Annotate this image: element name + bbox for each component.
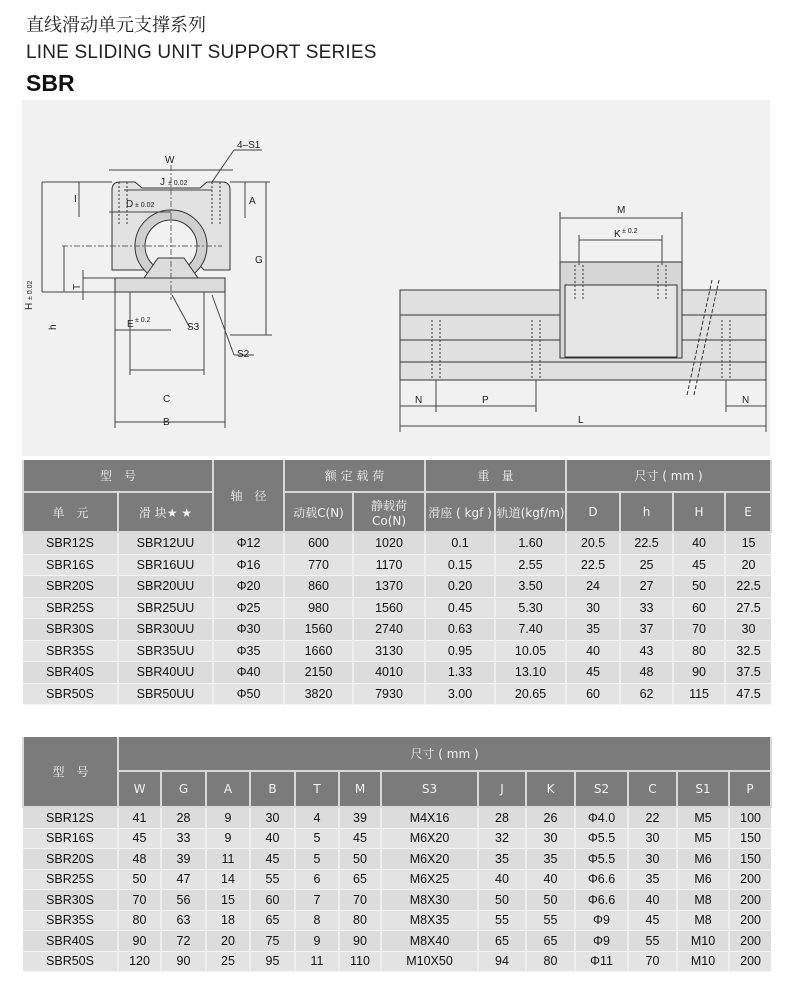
table-cell: 4 (295, 807, 339, 828)
table-cell: 90 (161, 951, 206, 972)
table-cell: 32 (478, 828, 526, 849)
table-cell: 20 (206, 931, 250, 952)
table-cell: 40 (566, 640, 620, 662)
table-cell: 0.95 (425, 640, 495, 662)
table-cell: SBR20S (23, 576, 118, 598)
table-cell: SBR35S (23, 910, 118, 931)
table-cell: 4010 (353, 662, 425, 684)
table-cell: M4X16 (381, 807, 478, 828)
table-row (23, 532, 771, 554)
label-I: I (74, 194, 77, 205)
table-row (23, 683, 771, 705)
table-cell: 47.5 (725, 683, 771, 705)
table-cell: M6 (677, 849, 729, 870)
header-dimensions: 尺寸 ( mm ) (118, 737, 771, 771)
table-cell: 62 (620, 683, 673, 705)
table-cell: 9 (206, 807, 250, 828)
column-header: 单 元 (23, 492, 118, 532)
table-cell: 80 (673, 640, 725, 662)
table-row (23, 619, 771, 641)
table-cell: 55 (478, 910, 526, 931)
table-cell: 30 (250, 807, 295, 828)
column-header: C (628, 771, 677, 807)
table-cell: 2150 (284, 662, 353, 684)
table-row (23, 951, 771, 972)
table-cell: Φ20 (213, 576, 284, 598)
table-cell: 30 (628, 828, 677, 849)
table-cell: 27 (620, 576, 673, 598)
table-cell: 22 (628, 807, 677, 828)
table-cell: Φ9 (575, 910, 628, 931)
table-cell: M10X50 (381, 951, 478, 972)
header-dimensions: 尺寸 ( mm ) (566, 460, 771, 492)
table-cell: 90 (339, 931, 381, 952)
table-cell: 35 (526, 849, 575, 870)
table-cell: 3.50 (495, 576, 566, 598)
table-row (23, 849, 771, 870)
table-cell: 14 (206, 869, 250, 890)
table-cell: 39 (339, 807, 381, 828)
table-cell: 10.05 (495, 640, 566, 662)
table-cell: 48 (118, 849, 161, 870)
table-row (23, 662, 771, 684)
table-cell: 50 (118, 869, 161, 890)
table-cell: SBR25S (23, 597, 118, 619)
table-cell: 63 (161, 910, 206, 931)
table-cell: Φ5.5 (575, 828, 628, 849)
table-cell: SBR50S (23, 951, 118, 972)
table-cell: 75 (250, 931, 295, 952)
table-cell: Φ6.6 (575, 890, 628, 911)
column-header: 滑座 ( kgf ) (425, 492, 495, 532)
table-cell: Φ9 (575, 931, 628, 952)
table-cell: 65 (339, 869, 381, 890)
label-M: M (617, 205, 626, 216)
table-row (23, 910, 771, 931)
table-cell: 30 (725, 619, 771, 641)
table-cell: Φ16 (213, 554, 284, 576)
table-cell: 25 (620, 554, 673, 576)
label-S3: S3 (187, 322, 200, 333)
table-cell: 50 (526, 890, 575, 911)
label-N-right: N (742, 395, 750, 406)
label-T: T (72, 283, 83, 290)
table-cell: 22.5 (566, 554, 620, 576)
column-header: K (526, 771, 575, 807)
table-cell: 5 (295, 828, 339, 849)
table-cell: M8 (677, 910, 729, 931)
table-cell: 100 (729, 807, 771, 828)
label-S1: 4–S1 (237, 140, 261, 151)
table-cell: 41 (118, 807, 161, 828)
column-header: S3 (381, 771, 478, 807)
table-cell: Φ30 (213, 619, 284, 641)
table-cell: 1020 (353, 532, 425, 554)
table-cell: SBR25UU (118, 597, 213, 619)
table-cell: SBR50UU (118, 683, 213, 705)
table-cell: 72 (161, 931, 206, 952)
column-header: W (118, 771, 161, 807)
table-cell: 9 (295, 931, 339, 952)
table-cell: 3130 (353, 640, 425, 662)
table-cell: 860 (284, 576, 353, 598)
table-cell: 20 (725, 554, 771, 576)
table-row (23, 640, 771, 662)
column-header: D (566, 492, 620, 532)
column-header: 轨道(kgf/m) (495, 492, 566, 532)
table-cell: 40 (628, 890, 677, 911)
label-E: E (127, 319, 134, 330)
table-cell: SBR35S (23, 640, 118, 662)
table-cell: 20.65 (495, 683, 566, 705)
table-cell: 150 (729, 849, 771, 870)
table-cell: 7930 (353, 683, 425, 705)
table-cell: 65 (526, 931, 575, 952)
label-h: h (48, 324, 59, 330)
table-row (23, 828, 771, 849)
table-cell: M5 (677, 807, 729, 828)
table-cell: 200 (729, 869, 771, 890)
table-cell: 45 (339, 828, 381, 849)
column-header: S1 (677, 771, 729, 807)
table-cell: 37 (620, 619, 673, 641)
table-cell: SBR40S (23, 931, 118, 952)
table-cell: 37.5 (725, 662, 771, 684)
table-cell: 770 (284, 554, 353, 576)
column-header: G (161, 771, 206, 807)
table-cell: 1560 (284, 619, 353, 641)
table-cell: 1.60 (495, 532, 566, 554)
table-cell: 18 (206, 910, 250, 931)
table-cell: 3820 (284, 683, 353, 705)
table-cell: Φ11 (575, 951, 628, 972)
table-cell: 26 (526, 807, 575, 828)
table-cell: 80 (526, 951, 575, 972)
table-cell: 7 (295, 890, 339, 911)
table-cell: 50 (339, 849, 381, 870)
table-cell: SBR30S (23, 890, 118, 911)
table-cell: 65 (250, 910, 295, 931)
table-cell: 0.1 (425, 532, 495, 554)
table-cell: M8X35 (381, 910, 478, 931)
table-cell: 0.15 (425, 554, 495, 576)
column-header: M (339, 771, 381, 807)
table-cell: M8X40 (381, 931, 478, 952)
table-row (23, 576, 771, 598)
label-J-tol: ± 0.02 (168, 180, 188, 187)
table-cell: 200 (729, 931, 771, 952)
title-chinese: 直线滑动单元支撑系列 (26, 15, 206, 36)
table-cell: 43 (620, 640, 673, 662)
table-cell: M6X20 (381, 849, 478, 870)
table-cell: SBR16UU (118, 554, 213, 576)
table-cell: 55 (250, 869, 295, 890)
header-shaft-diameter: 轴 径 (213, 460, 284, 532)
column-header: B (250, 771, 295, 807)
table-cell: 1560 (353, 597, 425, 619)
table-cell: SBR12UU (118, 532, 213, 554)
column-header: H (673, 492, 725, 532)
table-cell: 80 (118, 910, 161, 931)
model-name: SBR (26, 70, 75, 96)
side-view-drawing (400, 212, 766, 432)
table-cell: 150 (729, 828, 771, 849)
table-cell: 45 (250, 849, 295, 870)
label-H-tol: ± 0.02 (27, 280, 34, 300)
table-cell: 2740 (353, 619, 425, 641)
table-row (23, 931, 771, 952)
label-N-left: N (415, 395, 423, 406)
table-cell: SBR16S (23, 554, 118, 576)
table-cell: SBR50S (23, 683, 118, 705)
table-cell: 9 (206, 828, 250, 849)
table-cell: M5 (677, 828, 729, 849)
label-D-tol: ± 0.02 (135, 202, 155, 209)
label-H: H (24, 302, 35, 310)
column-header: J (478, 771, 526, 807)
table-cell: 6 (295, 869, 339, 890)
table-cell: 2.55 (495, 554, 566, 576)
table-cell: 95 (250, 951, 295, 972)
table-cell: 40 (526, 869, 575, 890)
table-cell: 600 (284, 532, 353, 554)
table-cell: SBR16S (23, 828, 118, 849)
table-cell: Φ25 (213, 597, 284, 619)
table-cell: 200 (729, 910, 771, 931)
table-cell: 70 (339, 890, 381, 911)
table-cell: M6 (677, 869, 729, 890)
table-cell: 110 (339, 951, 381, 972)
table-cell: 0.20 (425, 576, 495, 598)
table-cell: M8 (677, 890, 729, 911)
table-cell: 11 (295, 951, 339, 972)
table-cell: Φ4.0 (575, 807, 628, 828)
table-cell: SBR35UU (118, 640, 213, 662)
dimension-spec-table (22, 737, 772, 972)
table-cell: 70 (628, 951, 677, 972)
label-K-tol: ± 0.2 (622, 228, 638, 235)
table-cell: 35 (566, 619, 620, 641)
label-C: C (163, 394, 171, 405)
table-cell: 15 (725, 532, 771, 554)
table-cell: 7.40 (495, 619, 566, 641)
table-cell: 70 (673, 619, 725, 641)
header-weight: 重 量 (425, 460, 566, 492)
technical-drawings (22, 100, 770, 456)
table-cell: 80 (339, 910, 381, 931)
table-cell: 60 (566, 683, 620, 705)
table-cell: 90 (673, 662, 725, 684)
column-header: h (620, 492, 673, 532)
column-header: 动载C(N) (284, 492, 353, 532)
table-cell: 1170 (353, 554, 425, 576)
table-cell: 33 (620, 597, 673, 619)
table-cell: 48 (620, 662, 673, 684)
table-cell: 35 (628, 869, 677, 890)
table-cell: 28 (161, 807, 206, 828)
table-cell: 60 (673, 597, 725, 619)
table-cell: 45 (673, 554, 725, 576)
table-row (23, 869, 771, 890)
header-model: 型 号 (23, 737, 118, 807)
table-cell: M10 (677, 951, 729, 972)
table-cell: 3.00 (425, 683, 495, 705)
table-cell: 115 (673, 683, 725, 705)
table-cell: 27.5 (725, 597, 771, 619)
column-header: E (725, 492, 771, 532)
table-cell: 13.10 (495, 662, 566, 684)
table-cell: M6X25 (381, 869, 478, 890)
table-cell: M10 (677, 931, 729, 952)
table-cell: 70 (118, 890, 161, 911)
table-cell: SBR12S (23, 532, 118, 554)
table-row (23, 807, 771, 828)
table-cell: 980 (284, 597, 353, 619)
table-cell: 0.45 (425, 597, 495, 619)
table-cell: M8X30 (381, 890, 478, 911)
table-cell: 30 (628, 849, 677, 870)
table-cell: Φ50 (213, 683, 284, 705)
table-cell: SBR12S (23, 807, 118, 828)
table-cell: 11 (206, 849, 250, 870)
table-cell: 90 (118, 931, 161, 952)
table-cell: 5.30 (495, 597, 566, 619)
table-cell: 33 (161, 828, 206, 849)
table-cell: SBR30UU (118, 619, 213, 641)
label-E-tol: ± 0.2 (135, 317, 151, 324)
table-cell: Φ40 (213, 662, 284, 684)
table-cell: 50 (478, 890, 526, 911)
header-rated-load: 额 定 载 荷 (284, 460, 425, 492)
title-english: LINE SLIDING UNIT SUPPORT SERIES (26, 42, 377, 63)
label-W: W (165, 155, 175, 166)
table-cell: 50 (673, 576, 725, 598)
table-cell: Φ5.5 (575, 849, 628, 870)
label-L: L (578, 415, 584, 426)
table-cell: 15 (206, 890, 250, 911)
table-cell: SBR40UU (118, 662, 213, 684)
table-cell: 22.5 (725, 576, 771, 598)
table-cell: 55 (526, 910, 575, 931)
table-cell: 94 (478, 951, 526, 972)
table-cell: 22.5 (620, 532, 673, 554)
label-J: J (160, 177, 165, 188)
column-header: A (206, 771, 250, 807)
table-cell: SBR30S (23, 619, 118, 641)
table-cell: 8 (295, 910, 339, 931)
label-D: D (126, 199, 134, 210)
table-row (23, 554, 771, 576)
column-header: P (729, 771, 771, 807)
table-cell: 39 (161, 849, 206, 870)
table-cell: M6X20 (381, 828, 478, 849)
table-cell: 35 (478, 849, 526, 870)
table-cell: 45 (628, 910, 677, 931)
table-cell: 40 (250, 828, 295, 849)
header-model: 型 号 (23, 460, 213, 492)
table-cell: 32.5 (725, 640, 771, 662)
table-cell: 40 (673, 532, 725, 554)
table-cell: SBR40S (23, 662, 118, 684)
table-cell: 24 (566, 576, 620, 598)
label-K: K (614, 229, 621, 240)
table-cell: 1660 (284, 640, 353, 662)
table-cell: 20.5 (566, 532, 620, 554)
technical-drawing-panel (22, 100, 770, 456)
table-cell: Φ6.6 (575, 869, 628, 890)
table-cell: 1.33 (425, 662, 495, 684)
table-cell: 60 (250, 890, 295, 911)
label-G: G (255, 255, 263, 266)
table-cell: 5 (295, 849, 339, 870)
table-cell: Φ35 (213, 640, 284, 662)
table-row (23, 890, 771, 911)
column-header: 滑 块★ ★ (118, 492, 213, 532)
table-cell: 30 (526, 828, 575, 849)
table-cell: 200 (729, 890, 771, 911)
table-cell: SBR20UU (118, 576, 213, 598)
table-cell: 1370 (353, 576, 425, 598)
table-cell: 40 (478, 869, 526, 890)
table-cell: 30 (566, 597, 620, 619)
load-weight-spec-table (22, 460, 772, 705)
table-cell: Φ12 (213, 532, 284, 554)
table-cell: SBR25S (23, 869, 118, 890)
column-header: S2 (575, 771, 628, 807)
table-cell: 45 (118, 828, 161, 849)
table-cell: SBR20S (23, 849, 118, 870)
column-header: 静载荷Co(N) (353, 492, 425, 532)
table-cell: 120 (118, 951, 161, 972)
label-B: B (163, 417, 170, 428)
table-cell: 65 (478, 931, 526, 952)
label-P: P (482, 395, 489, 406)
label-S2: S2 (237, 349, 250, 360)
table-row (23, 597, 771, 619)
table-cell: 55 (628, 931, 677, 952)
table-cell: 25 (206, 951, 250, 972)
table-cell: 0.63 (425, 619, 495, 641)
table-cell: 45 (566, 662, 620, 684)
column-header: T (295, 771, 339, 807)
table-cell: 200 (729, 951, 771, 972)
table-cell: 47 (161, 869, 206, 890)
table-cell: 28 (478, 807, 526, 828)
table-cell: 56 (161, 890, 206, 911)
label-A: A (249, 196, 256, 207)
